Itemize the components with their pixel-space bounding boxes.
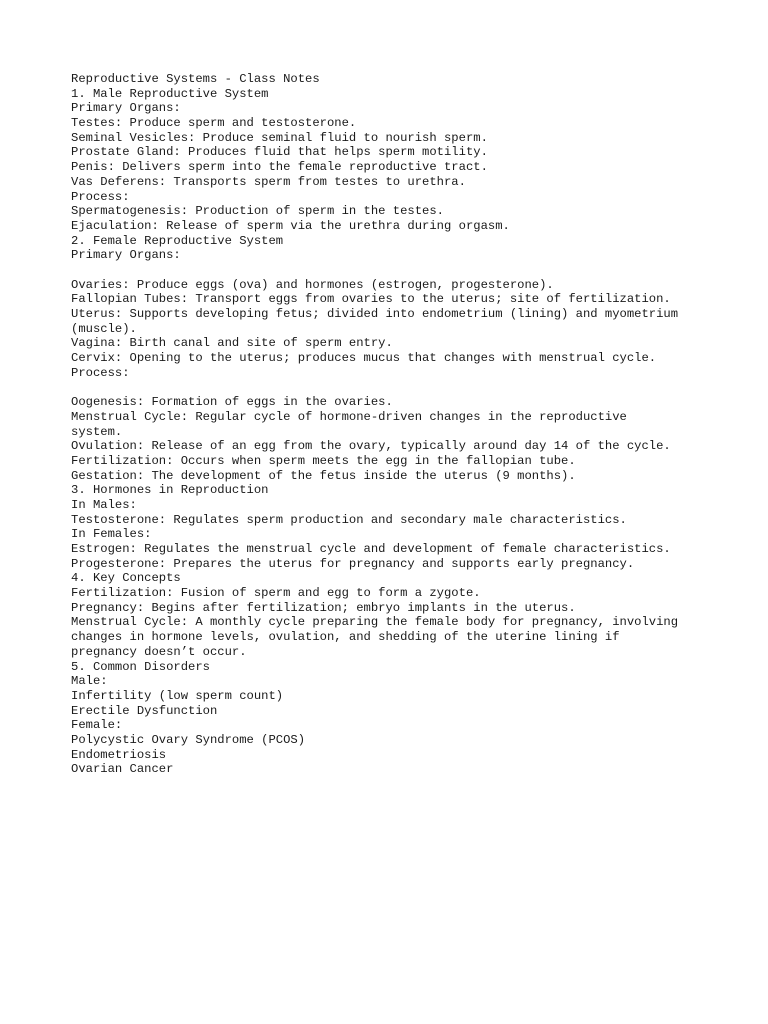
blank-line (71, 380, 731, 395)
male-process-item: Ejaculation: Release of sperm via the urethra during orgasm. (71, 218, 510, 233)
male-organ-item: Seminal Vesicles: Produce seminal fluid to nourish sperm. (71, 130, 488, 145)
female-process-item: system. (71, 424, 123, 439)
female-organ-item: (muscle). (71, 321, 137, 336)
male-primary-organs-label: Primary Organs: (71, 101, 181, 116)
male-organ-item: Vas Deferens: Transports sperm from testes to urethra. (71, 174, 466, 189)
concept-item: Pregnancy: Begins after fertilization; embryo implants in the uterus. (71, 600, 576, 615)
concept-item: Menstrual Cycle: A monthly cycle preparing the female body for pregnancy, involving (71, 615, 679, 630)
female-primary-organs-label: Primary Organs: (71, 248, 181, 263)
concept-item: Fertilization: Fusion of sperm and egg to form a zygote. (71, 586, 481, 601)
section-heading-male: 1. Male Reproductive System (71, 86, 269, 101)
female-organ-item: Ovaries: Produce eggs (ova) and hormones (estrogen, progesterone). (71, 277, 554, 292)
hormones-female-item: Estrogen: Regulates the menstrual cycle and development of female characteristics. (71, 542, 671, 556)
female-process-item: Ovulation: Release of an egg from the ovary, typically around day 14 of the cycle. (71, 439, 671, 454)
disorder-female-item: Endometriosis (71, 747, 167, 762)
female-organ-item: Uterus: Supports developing fetus; divided into endometrium (lining) and myometrium (71, 307, 679, 321)
female-process-label: Process: (71, 365, 130, 380)
disorders-male-label: Male: (71, 674, 108, 689)
disorder-female-item: Polycystic Ovary Syndrome (PCOS) (71, 732, 306, 747)
female-process-item: Fertilization: Occurs when sperm meets the egg in the fallopian tube. (71, 453, 576, 468)
section-heading-concepts: 4. Key Concepts (71, 571, 181, 586)
female-process-item: Menstrual Cycle: Regular cycle of hormone-driven changes in the reproductive (71, 409, 627, 424)
disorder-male-item: Infertility (low sperm count) (71, 688, 284, 703)
document-title: Reproductive Systems - Class Notes (71, 72, 320, 86)
disorders-female-label: Female: (71, 718, 123, 733)
disorder-female-item: Ovarian Cancer (71, 762, 174, 777)
female-process-item: Gestation: The development of the fetus inside the uterus (9 months). (71, 468, 576, 483)
male-process-item: Spermatogenesis: Production of sperm in the testes. (71, 204, 444, 219)
male-organ-item: Penis: Delivers sperm into the female reproductive tract. (71, 160, 488, 175)
concept-item: changes in hormone levels, ovulation, and shedding of the uterine lining if (71, 630, 620, 645)
male-organ-item: Testes: Produce sperm and testosterone. (71, 116, 357, 131)
blank-line (71, 263, 731, 278)
female-process-item: Oogenesis: Formation of eggs in the ovaries. (71, 395, 393, 410)
male-organ-item: Prostate Gland: Produces fluid that helps sperm motility. (71, 145, 488, 160)
section-heading-hormones: 3. Hormones in Reproduction (71, 483, 269, 498)
disorder-male-item: Erectile Dysfunction (71, 703, 218, 718)
hormones-female-item: Progesterone: Prepares the uterus for pregnancy and supports early pregnancy. (71, 556, 635, 571)
section-heading-disorders: 5. Common Disorders (71, 659, 210, 674)
class-notes (71, 72, 731, 777)
hormones-females-label: In Females: (71, 527, 152, 542)
concept-item: pregnancy doesn’t occur. (71, 644, 247, 659)
male-process-label: Process: (71, 189, 130, 204)
female-organ-item: Cervix: Opening to the uterus; produces mucus that changes with menstrual cycle. (71, 351, 657, 366)
section-heading-female: 2. Female Reproductive System (71, 233, 284, 248)
hormones-male-item: Testosterone: Regulates sperm production and secondary male characteristics. (71, 512, 627, 527)
female-organ-item: Fallopian Tubes: Transport eggs from ovaries to the uterus; site of fertilization. (71, 292, 671, 307)
female-organ-item: Vagina: Birth canal and site of sperm entry. (71, 336, 393, 351)
hormones-males-label: In Males: (71, 497, 137, 512)
